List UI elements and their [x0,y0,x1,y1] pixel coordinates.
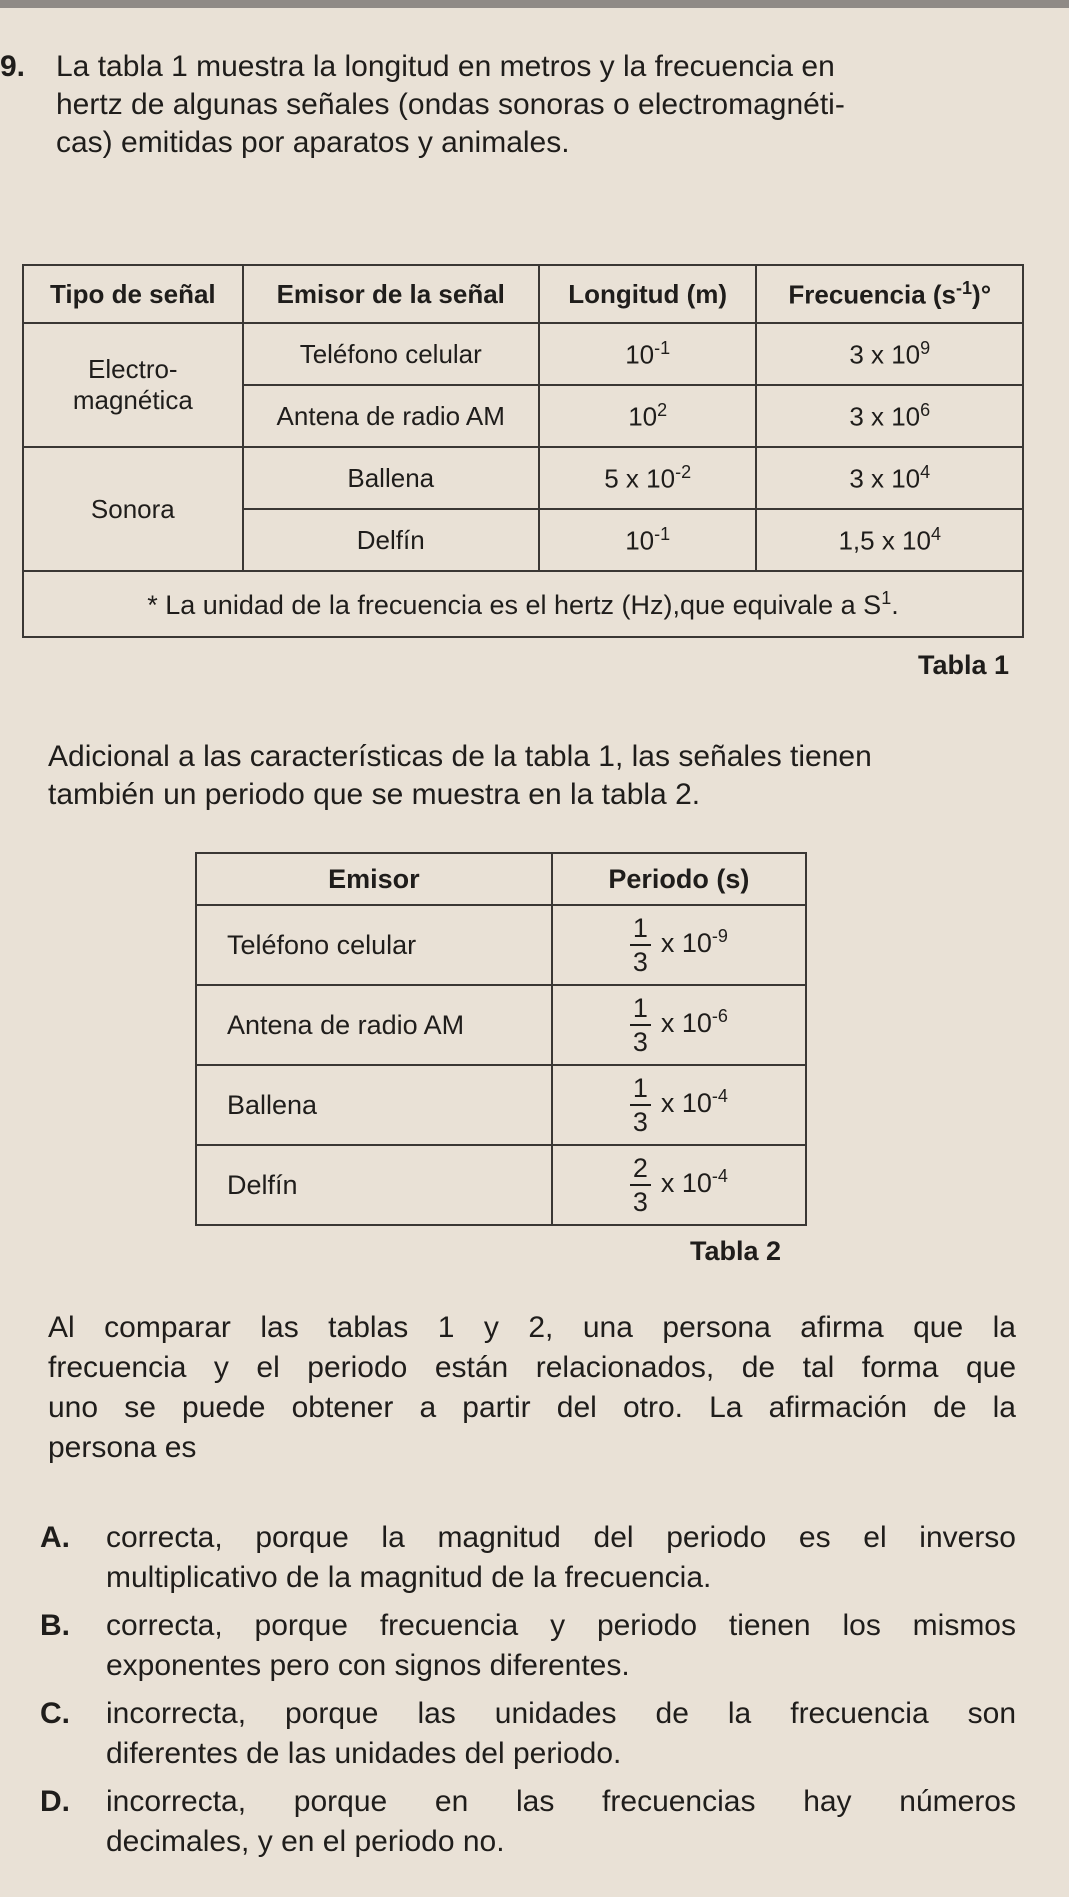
emisor-cell: Antena de radio AM [196,985,552,1065]
table-1-footnote [23,571,1023,637]
fraction-denominator: 3 [632,1187,648,1217]
frecuencia-cell [756,509,1023,571]
periodo-base: x 10 [660,1008,712,1039]
table-row [196,985,806,1065]
header-frecuencia-base: Frecuencia (s [788,279,957,310]
longitud-cell [539,385,757,447]
fraction-denominator: 3 [632,947,648,977]
table-row [196,905,806,985]
longitud-exp: 2 [657,399,668,420]
intro-paragraph [56,48,1026,162]
stem-line: frecuencia y el periodo están relacionados, de tal forma que [48,1351,1016,1384]
group-electro-line2: magnética [72,385,193,415]
option-text-line: exponentes pero con signos diferentes. [106,1649,630,1682]
periodo-exp: -9 [711,926,728,947]
group-electromagnetica [23,323,243,447]
intro-line: cas) emitidas por aparatos y animales. [56,126,570,159]
header-frecuencia-exp: -1 [956,277,973,298]
frecuencia-base: 3 x 10 [849,463,921,494]
table-1-footnote-row [23,571,1023,637]
top-rule [0,0,1069,8]
fraction-numerator: 1 [630,1072,651,1106]
frecuencia-exp: 9 [920,337,931,358]
table-row [23,447,1023,509]
table-row [196,1065,806,1145]
longitud-cell [539,323,757,385]
frecuencia-exp: 4 [930,523,941,544]
table-2-header-row [196,853,806,905]
emisor-cell: Ballena [196,1065,552,1145]
stem-line: persona es [48,1431,197,1464]
longitud-base: 10 [625,525,655,556]
table-row [23,323,1023,385]
periodo-cell [552,1145,806,1225]
question-stem [48,1308,1016,1468]
fraction [630,912,651,978]
intro-line: hertz de algunas señales (ondas sonoras o electromagnéti- [56,88,845,121]
periodo-exp: -4 [711,1086,728,1107]
table-2-caption: Tabla 2 [690,1236,782,1266]
option-d[interactable] [40,1782,1016,1862]
periodo-base: x 10 [660,928,712,959]
longitud-base: 5 x 10 [604,463,676,494]
frecuencia-base: 3 x 10 [849,339,921,370]
longitud-exp: -2 [675,461,692,482]
fraction-denominator: 3 [632,1107,648,1137]
option-letter: A. [40,1521,70,1554]
option-c[interactable] [40,1694,1016,1774]
table-2 [195,852,807,1226]
fraction [630,1152,651,1218]
option-letter: B. [40,1609,70,1642]
option-text-line: correcta, porque frecuencia y periodo tienen los mismos [106,1609,1016,1642]
option-text-line: incorrecta, porque en las frecuencias hay números [106,1785,1016,1818]
frecuencia-cell [756,323,1023,385]
longitud-exp: -1 [654,523,671,544]
emisor-cell: Antena de radio AM [243,385,539,447]
table-1-caption: Tabla 1 [918,650,1010,680]
stem-line: Al comparar las tablas 1 y 2, una persona afirma que la [48,1311,1016,1344]
periodo-exp: -6 [711,1006,728,1027]
option-text-line: diferentes de las unidades del periodo. [106,1737,622,1770]
fraction-numerator: 1 [630,992,651,1026]
option-text-line: multiplicativo de la magnitud de la frecuencia. [106,1561,712,1594]
para2-line: Adicional a las características de la tabla 1, las señales tienen [48,740,872,773]
longitud-base: 10 [628,401,658,432]
periodo-cell [552,1065,806,1145]
frecuencia-base: 1,5 x 10 [838,525,931,556]
footnote-end: . [891,589,899,620]
periodo-exp: -4 [711,1166,728,1187]
header-emisor: Emisor [196,853,552,905]
longitud-cell [539,447,757,509]
stem-line: uno se puede obtener a partir del otro. La afirmación de la [48,1391,1016,1424]
para2-line: también un periodo que se muestra en la tabla 2. [48,778,701,811]
frecuencia-exp: 6 [920,399,931,420]
header-frecuencia [756,265,1023,323]
periodo-cell [552,985,806,1065]
emisor-cell: Delfín [196,1145,552,1225]
longitud-exp: -1 [654,337,671,358]
header-periodo: Periodo (s) [552,853,806,905]
option-letter: D. [40,1785,70,1818]
fraction [630,1072,651,1138]
intro-line: La tabla 1 muestra la longitud en metros y la frecuencia en [56,50,835,83]
emisor-cell: Ballena [243,447,539,509]
header-frecuencia-end: )° [972,279,992,310]
table-row [196,1145,806,1225]
fraction-numerator: 1 [630,912,651,946]
periodo-cell [552,905,806,985]
fraction-numerator: 2 [630,1152,651,1186]
emisor-cell: Teléfono celular [243,323,539,385]
option-a[interactable] [40,1518,1016,1598]
header-longitud: Longitud (m) [539,265,757,323]
longitud-cell [539,509,757,571]
periodo-base: x 10 [660,1088,712,1119]
table-1 [22,264,1024,638]
frecuencia-cell [756,447,1023,509]
frecuencia-exp: 4 [920,461,931,482]
option-text-line: decimales, y en el periodo no. [106,1825,505,1858]
table-1-header-row [23,265,1023,323]
periodo-base: x 10 [660,1168,712,1199]
longitud-base: 10 [625,339,655,370]
footnote-exp: 1 [881,587,892,608]
option-letter: C. [40,1697,70,1730]
option-text-line: correcta, porque la magnitud del periodo es el inverso [106,1521,1016,1554]
group-sonora: Sonora [23,447,243,571]
header-emisor: Emisor de la señal [243,265,539,323]
option-b[interactable] [40,1606,1016,1686]
second-paragraph [48,738,1028,814]
question-number: 9. [0,50,26,83]
header-tipo: Tipo de señal [23,265,243,323]
frecuencia-base: 3 x 10 [849,401,921,432]
footnote-text: * La unidad de la frecuencia es el hertz (Hz),que equivale a S [147,589,882,620]
fraction-denominator: 3 [632,1027,648,1057]
option-text-line: incorrecta, porque las unidades de la frecuencia son [106,1697,1016,1730]
answer-options [40,1518,1016,1870]
emisor-cell: Teléfono celular [196,905,552,985]
emisor-cell: Delfín [243,509,539,571]
frecuencia-cell [756,385,1023,447]
fraction [630,992,651,1058]
group-electro-line1: Electro- [88,354,178,384]
